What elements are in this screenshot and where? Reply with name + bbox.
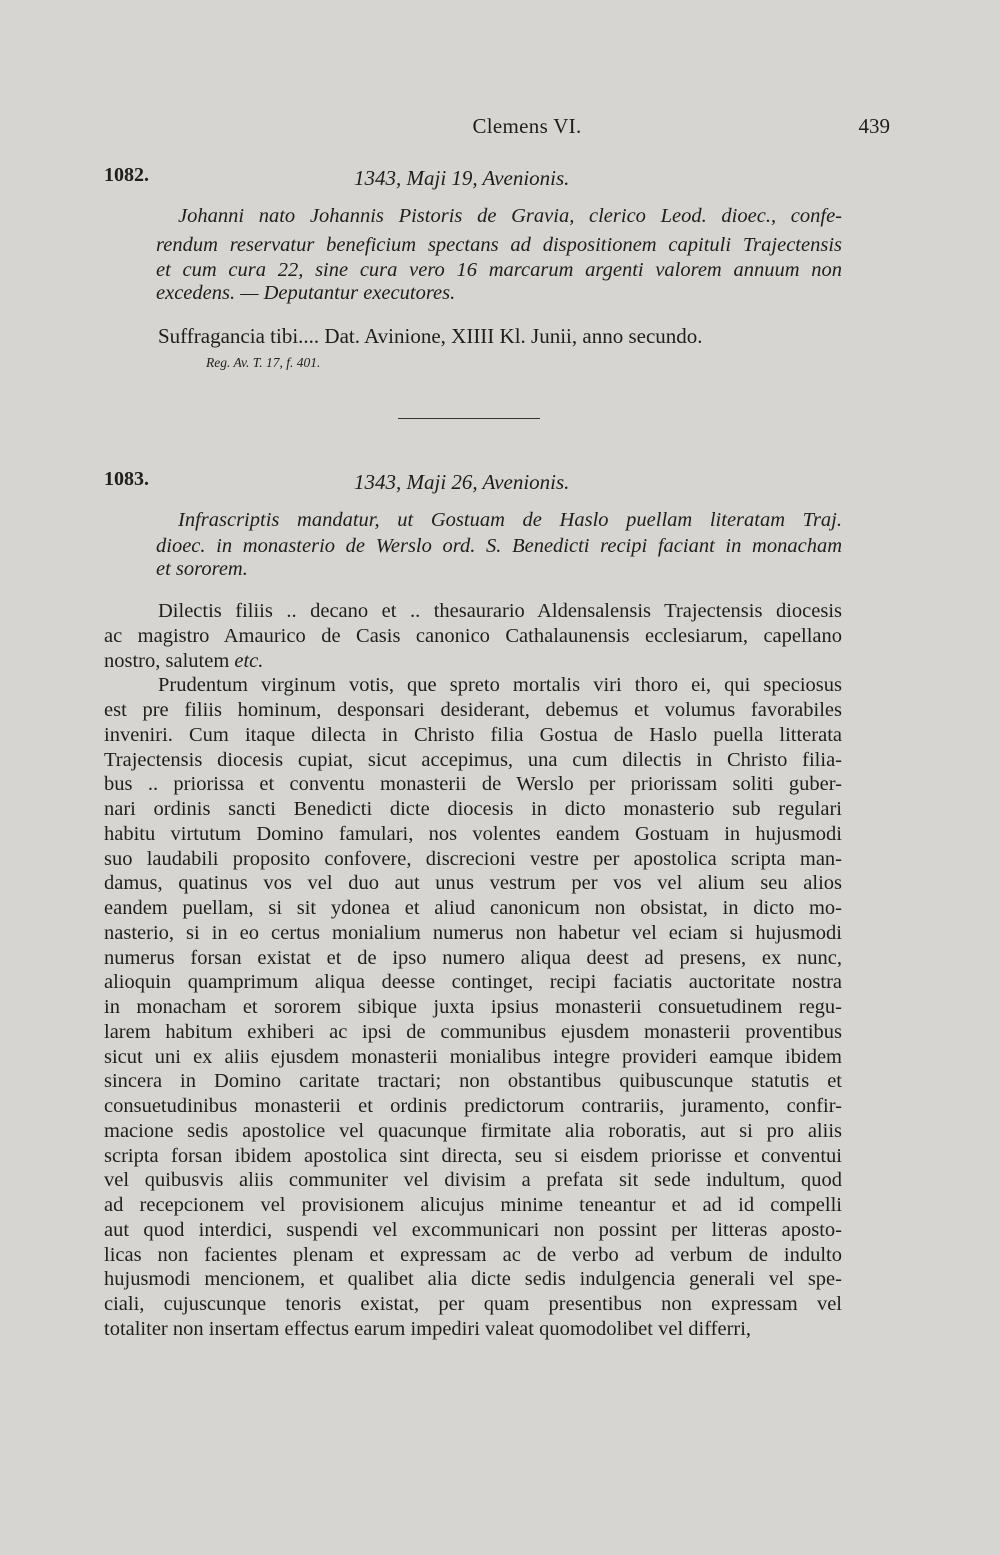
letter-line: est pre filiis hominum, desponsari desiderant, debemus et volumus favorabiles xyxy=(104,699,842,721)
summary-line: dioec. in monasterio de Werslo ord. S. Benedicti recipi faciant in monacham xyxy=(156,535,842,557)
letter-line: Prudentum virginum votis, que spreto mortalis viri thoro ei, qui speciosus xyxy=(158,674,842,697)
register-reference: Reg. Av. T. 17, f. 401. xyxy=(206,355,321,370)
letter-line: eandem puellam, si sit ydonea et aliud canonicum non obsistat, in dicto mo- xyxy=(104,897,842,919)
running-header xyxy=(104,114,890,142)
closing-formula: Suffragancia tibi.... Dat. Avinione, XIIII Kl. Junii, anno secundo. xyxy=(158,324,703,348)
letter-line: nostro, salutem etc. xyxy=(104,649,264,672)
letter-line: licas non facientes plenam et expressam ac de verbo ad verbum de indulto xyxy=(104,1243,842,1266)
letter-line: alioquin quamprimum aliqua deesse continget, recipi faciatis auctoritate nostra xyxy=(104,971,842,994)
letter-line: vel quibusvis aliis communiter vel divisim a prefata sit sede indultum, quod xyxy=(104,1169,842,1192)
letter-line: sincera in Domino caritate tractari; non obstantibus quibuscunque statutis et xyxy=(104,1070,842,1093)
letter-line: Dilectis filiis .. decano et .. thesaurario Aldensalensis Trajectensis diocesis xyxy=(158,600,842,622)
summary-line: et sororem. xyxy=(156,558,248,580)
letter-line: ciali, cujuscunque tenoris existat, per quam presentibus non expressam vel xyxy=(104,1293,842,1315)
letter-line: consuetudinibus monasterii et ordinis predictorum contrariis, juramento, confir- xyxy=(104,1095,842,1117)
summary-line: Infrascriptis mandatur, ut Gostuam de Haslo puellam literatam Traj. xyxy=(178,509,842,531)
letter-line: suo laudabili proposito confovere, discrecioni vestre per apostolica scripta man- xyxy=(104,847,842,870)
summary-line: Johanni nato Johannis Pistoris de Gravia, clerico Leod. dioec., confe- xyxy=(178,205,842,227)
letter-line: habitu virtutum Domino famulari, nos volentes eandem Gostuam in hujusmodi xyxy=(104,822,842,845)
running-title: Clemens VI. xyxy=(472,114,582,138)
entry-number: 1082. xyxy=(104,164,149,186)
letter-line: hujusmodi mencionem, et qualibet alia dicte sedis indulgencia generali vel spe- xyxy=(104,1268,842,1291)
letter-line: damus, quatinus vos vel duo aut unus vestrum per vos vel alium seu alios xyxy=(104,872,842,895)
letter-line: scripta forsan ibidem apostolica sint directa, seu si eisdem priorisse et conventui xyxy=(104,1144,842,1167)
letter-line: sicut uni ex aliis ejusdem monasterii monialibus integre provideri eamque ibidem xyxy=(104,1045,842,1068)
letter-line: Trajectensis diocesis cupiat, sicut accepimus, una cum dilectis in Christo filia- xyxy=(104,748,842,771)
page-number: 439 xyxy=(858,114,890,138)
entry-date: 1343, Maji 19, Avenionis. xyxy=(354,166,570,190)
letter-line: totaliter non insertam effectus earum impediri valeat quomodolibet vel differri, xyxy=(104,1317,752,1340)
section-divider xyxy=(398,418,540,419)
letter-line: nari ordinis sancti Benedicti dicte diocesis in dicto monasterio sub regulari xyxy=(104,798,842,820)
letter-line: ac magistro Amaurico de Casis canonico Cathalaunensis ecclesiarum, capellano xyxy=(104,624,842,647)
letter-line: larem habitum exhiberi ac ipsi de communibus ejusdem monasterii proventibus xyxy=(104,1020,842,1043)
letter-line: aut quod interdici, suspendi vel excommunicari non possint per litteras aposto- xyxy=(104,1218,842,1241)
letter-line: ad recepcionem vel provisionem alicujus minime teneantur et ad id compelli xyxy=(104,1194,842,1216)
summary-line: rendum reservatur beneficium spectans ad dispositionem capituli Trajectensis xyxy=(156,234,842,256)
letter-line: inveniri. Cum itaque dilecta in Christo filia Gostua de Haslo puella litterata xyxy=(104,723,842,746)
summary-line: excedens. — Deputantur executores. xyxy=(156,282,456,304)
letter-line: macione sedis apostolice vel quacunque firmitate alia roboratis, aut si pro aliis xyxy=(104,1119,842,1142)
letter-line: nasterio, si in eo certus monialium numerus non habetur vel eciam si hujusmodi xyxy=(104,921,842,944)
letter-line: numerus forsan existat et de ipso numero aliqua deest ad presens, ex nunc, xyxy=(104,946,842,969)
summary-line: et cum cura 22, sine cura vero 16 marcarum argenti valorem annuum non xyxy=(156,259,842,281)
letter-line: in monacham et sororem sibique juxta ipsius monasterii consuetudinem regu- xyxy=(104,996,842,1018)
entry-date: 1343, Maji 26, Avenionis. xyxy=(354,470,570,494)
entry-number: 1083. xyxy=(104,468,149,490)
letter-line: bus .. priorissa et conventu monasterii de Werslo per priorissam soliti guber- xyxy=(104,773,842,796)
